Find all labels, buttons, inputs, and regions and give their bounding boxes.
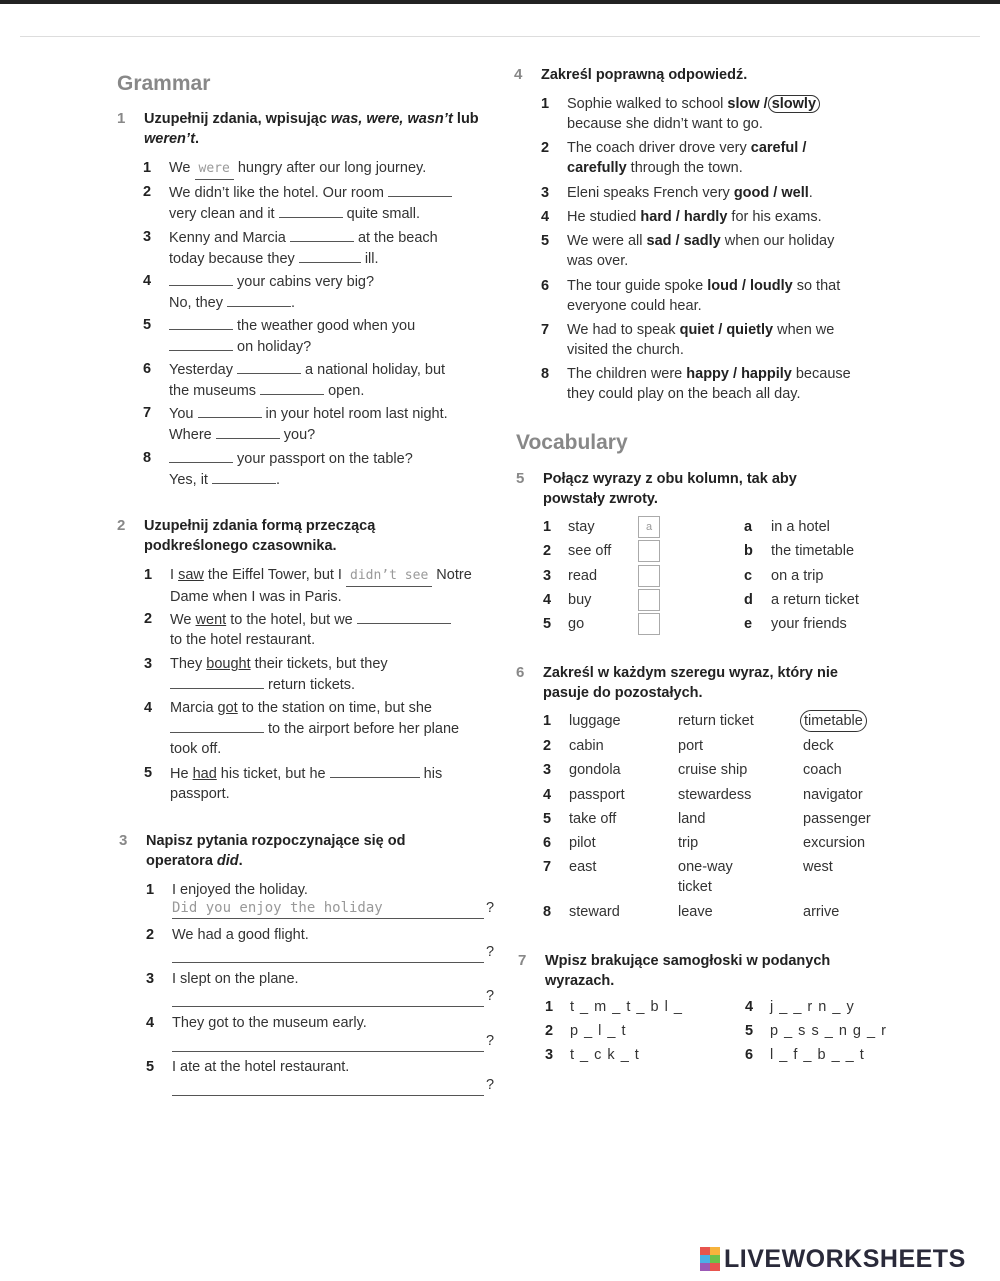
ex4-item	[541, 364, 907, 404]
option-word[interactable]: well	[781, 185, 809, 201]
gapped-word-input[interactable]: t _ c k _ t	[570, 1047, 640, 1063]
item-number: 1	[146, 882, 155, 898]
item-text: to the airport before her plane	[268, 721, 460, 737]
match-right-phrase: a return ticket	[771, 592, 859, 608]
item-text: to the station on time, but she	[237, 700, 432, 716]
item-number: 1	[543, 519, 552, 535]
gapped-word-input[interactable]: t _ m _ t _ b l _	[570, 999, 683, 1015]
word-option-circled[interactable]: timetable	[800, 710, 867, 732]
item-text: at the beach	[357, 230, 438, 246]
ex1-item	[143, 359, 499, 401]
prompt-sentence: I slept on the plane.	[172, 971, 299, 987]
answer-input[interactable]	[170, 718, 264, 733]
item-text: they could play on the beach all day.	[567, 386, 801, 402]
item-number: 3	[541, 185, 550, 201]
option-word[interactable]: good	[733, 185, 770, 201]
answer-input[interactable]	[290, 227, 354, 242]
item-text: I	[170, 567, 179, 583]
item-number: 4	[541, 209, 550, 225]
word-option[interactable]: steward	[569, 904, 620, 920]
word-option[interactable]: luggage	[569, 713, 621, 729]
item-number: 3	[143, 229, 152, 245]
underlined-verb: got	[217, 700, 238, 716]
option-word[interactable]: quietly	[726, 322, 774, 338]
item-text: Yes, it	[169, 472, 208, 488]
word-option[interactable]: stewardess	[678, 787, 752, 803]
option-separator: /	[737, 278, 750, 294]
option-word[interactable]: sad	[646, 233, 672, 249]
item-number: 8	[543, 904, 552, 920]
word-option-line: one-way	[678, 859, 733, 875]
item-text: everyone could hear.	[567, 298, 702, 314]
ex2-item	[144, 609, 510, 650]
ex1-title-part: lub	[452, 111, 479, 127]
ex1-title-italic: was, were, wasn’t	[330, 111, 453, 127]
option-word[interactable]: loud	[707, 278, 738, 294]
item-text: the weather good when you	[237, 318, 416, 334]
match-answer-box[interactable]	[638, 565, 660, 587]
ex2-item	[144, 763, 510, 804]
item-number: 1	[144, 567, 153, 583]
answer-input[interactable]	[216, 424, 280, 439]
ex2-instruction	[117, 516, 504, 556]
item-text: open.	[328, 383, 365, 399]
item-text: was over.	[567, 253, 629, 269]
word-option[interactable]: passenger	[803, 811, 871, 827]
ex5-instruction	[516, 469, 903, 509]
ex1-title-part: Uzupełnij zdania, wpisując	[144, 111, 331, 127]
word-option-line: ticket	[678, 879, 712, 895]
option-separator: /	[798, 140, 807, 156]
match-answer-box[interactable]	[638, 540, 660, 562]
item-number: 7	[543, 859, 552, 875]
item-text: very clean and it	[169, 206, 275, 222]
answer-input[interactable]: were	[195, 159, 234, 180]
item-text: Kenny and Marcia	[169, 230, 286, 246]
word-option[interactable]: deck	[803, 738, 834, 754]
item-number: 2	[541, 140, 550, 156]
ex7-number: 7	[518, 952, 527, 969]
match-left-word: see off	[568, 543, 612, 559]
match-letter: e	[744, 616, 753, 632]
option-separator: /	[671, 209, 684, 225]
ex1-item	[143, 182, 499, 224]
question-mark: ?	[486, 1077, 495, 1093]
item-number: 1	[143, 160, 152, 176]
item-number: 4	[543, 787, 552, 803]
word-option[interactable]: leave	[678, 904, 713, 920]
ex1-item	[143, 227, 499, 269]
ex4-item	[541, 231, 897, 271]
item-text: .	[276, 472, 281, 488]
item-text: We didn’t like the hotel. Our room	[169, 185, 384, 201]
item-text: today because they	[169, 251, 295, 267]
ex1-item	[143, 315, 499, 357]
answer-input[interactable]	[198, 403, 262, 418]
answer-input[interactable]	[169, 315, 233, 330]
answer-input[interactable]	[227, 292, 291, 307]
item-text: because	[791, 366, 851, 382]
ex3-item	[146, 880, 308, 900]
answer-input[interactable]	[299, 248, 361, 263]
liveworksheets-logo-icon	[700, 1247, 720, 1271]
answer-line[interactable]	[172, 1077, 484, 1096]
item-number: 5	[543, 811, 552, 827]
item-number: 1	[545, 999, 554, 1015]
option-word[interactable]: hardly	[683, 209, 728, 225]
option-separator: /	[671, 233, 684, 249]
word-option[interactable]: passport	[569, 787, 625, 803]
liveworksheets-logo[interactable]	[700, 1242, 966, 1276]
ex6-title-line: Zakreśl w każdym szeregu wyraz, który nie	[543, 665, 838, 681]
item-text: You	[169, 406, 194, 422]
gapped-word-input[interactable]: p _ l _ t	[570, 1023, 627, 1039]
ex3-item	[146, 969, 299, 989]
item-number: 4	[146, 1015, 155, 1031]
ex5-title-line: powstały zwroty.	[543, 491, 658, 507]
item-number: 6	[541, 278, 550, 294]
underlined-verb: had	[192, 766, 217, 782]
underlined-verb: saw	[178, 567, 204, 583]
item-text: return tickets.	[268, 677, 356, 693]
item-text: when we	[773, 322, 835, 338]
answer-input[interactable]	[169, 336, 233, 351]
answer-input[interactable]	[169, 448, 233, 463]
item-text: quite small.	[346, 206, 420, 222]
match-right-phrase: your friends	[771, 616, 847, 632]
match-left-word: go	[568, 616, 585, 632]
ex1-number: 1	[117, 110, 126, 127]
ex4-item	[541, 276, 897, 316]
item-text: to the hotel, but we	[226, 612, 353, 628]
ex3-item	[146, 1013, 367, 1033]
item-text: Dame when I was in Paris.	[170, 589, 342, 605]
item-text: passport.	[170, 786, 230, 802]
answer-line[interactable]: Did you enjoy the holiday	[172, 900, 484, 919]
option-word[interactable]: careful	[750, 140, 799, 156]
prompt-sentence: I enjoyed the holiday.	[172, 882, 308, 898]
item-number: 5	[146, 1059, 155, 1075]
item-number: 3	[543, 762, 552, 778]
item-text: to the hotel restaurant.	[170, 632, 316, 648]
item-text: visited the church.	[567, 342, 684, 358]
ex4-item	[541, 94, 897, 134]
item-text: We were all	[567, 233, 647, 249]
option-word[interactable]: loudly	[749, 278, 793, 294]
item-number: 5	[144, 765, 153, 781]
item-text: when our holiday	[720, 233, 835, 249]
liveworksheets-brand: LIVEWORKSHEETS	[724, 1244, 966, 1273]
vocabulary-heading: Vocabulary	[516, 431, 628, 454]
word-option[interactable]: take off	[569, 811, 617, 827]
word-option[interactable]: cruise ship	[678, 762, 748, 778]
item-text: The children were	[567, 366, 687, 382]
item-number: 8	[541, 366, 550, 382]
option-word[interactable]: carefully	[567, 160, 627, 176]
item-number: 2	[144, 611, 153, 627]
ex7-instruction	[518, 951, 925, 991]
word-option[interactable]: excursion	[803, 835, 866, 851]
ex3-title-italic: did	[216, 853, 239, 869]
prompt-sentence: They got to the museum early.	[172, 1015, 367, 1031]
item-number: 5	[745, 1023, 754, 1039]
answer-input[interactable]	[170, 674, 264, 689]
item-number: 2	[543, 543, 552, 559]
gapped-word-input[interactable]: j _ _ r n _ y	[770, 999, 855, 1015]
item-text: He	[170, 766, 193, 782]
item-text: We had to speak	[567, 322, 680, 338]
match-right-phrase: in a hotel	[771, 519, 830, 535]
ex3-item	[146, 925, 309, 945]
answer-input[interactable]	[212, 469, 276, 484]
item-number: 4	[543, 592, 552, 608]
answer-input[interactable]	[260, 380, 324, 395]
ex1-instruction	[117, 109, 504, 149]
ex5-number: 5	[516, 470, 525, 487]
word-option[interactable]: return ticket	[678, 713, 754, 729]
ex2-number: 2	[117, 517, 126, 534]
item-number: 3	[146, 971, 155, 987]
ex2-title-line: podkreślonego czasownika.	[144, 538, 337, 554]
item-text: his	[423, 766, 443, 782]
item-text: We	[169, 160, 195, 176]
ex6-number: 6	[516, 664, 525, 681]
word-option[interactable]: east	[569, 859, 597, 875]
question-mark: ?	[486, 944, 495, 960]
item-text: took off.	[170, 741, 222, 757]
match-left-word: stay	[568, 519, 595, 535]
item-number: 6	[143, 361, 152, 377]
answer-input[interactable]	[169, 271, 233, 286]
word-option[interactable]: cabin	[569, 738, 604, 754]
item-text: Marcia	[170, 700, 218, 716]
underlined-verb: went	[195, 612, 227, 628]
match-left-word: read	[568, 568, 598, 584]
item-text: The tour guide spoke	[567, 278, 708, 294]
scan-top-border	[0, 0, 1000, 4]
match-right-phrase: the timetable	[771, 543, 855, 559]
question-mark: ?	[486, 900, 495, 916]
item-text: No, they	[169, 295, 223, 311]
item-text: their tickets, but they	[250, 656, 388, 672]
ex3-number: 3	[119, 832, 128, 849]
word-option[interactable]: gondola	[569, 762, 621, 778]
word-option[interactable]: port	[678, 738, 703, 754]
item-number: 2	[143, 184, 152, 200]
item-number: 4	[143, 273, 152, 289]
item-number: 3	[144, 656, 153, 672]
item-text: Eleni speaks French very	[567, 185, 734, 201]
item-number: 7	[143, 405, 152, 421]
item-text: through the town.	[626, 160, 743, 176]
option-word[interactable]: happily	[741, 366, 792, 382]
item-text: Notre	[432, 567, 472, 583]
word-option[interactable]: arrive	[803, 904, 840, 920]
item-number: 7	[541, 322, 550, 338]
option-word[interactable]: sadly	[683, 233, 721, 249]
ex7-title-line: Wpisz brakujące samogłoski w podanych	[545, 953, 831, 969]
ex7-title-line: wyrazach.	[545, 973, 615, 989]
ex5-title-line: Połącz wyrazy z obu kolumn, tak aby	[543, 471, 797, 487]
match-letter: c	[744, 568, 753, 584]
answer-input[interactable]	[279, 203, 343, 218]
item-number: 5	[143, 317, 152, 333]
item-text: ill.	[364, 251, 379, 267]
ex4-instruction	[514, 65, 941, 85]
word-option[interactable]: coach	[803, 762, 842, 778]
item-number: 2	[146, 927, 155, 943]
item-text: .	[808, 185, 813, 201]
ex1-item	[143, 403, 499, 445]
answer-line[interactable]	[172, 1033, 484, 1052]
ex4-item	[541, 183, 897, 203]
option-word[interactable]: happy	[686, 366, 729, 382]
ex1-title-part: .	[195, 131, 200, 147]
item-number: 1	[543, 713, 552, 729]
ex2-item	[144, 698, 510, 759]
item-text: Where	[169, 427, 212, 443]
option-word[interactable]: hard	[640, 209, 672, 225]
underlined-verb: bought	[206, 656, 251, 672]
gapped-word-input[interactable]: l _ f _ b _ _ t	[770, 1047, 865, 1063]
item-number: 4	[144, 700, 153, 716]
item-number: 3	[545, 1047, 554, 1063]
item-number: 1	[541, 96, 550, 112]
prompt-sentence: I ate at the hotel restaurant.	[172, 1059, 350, 1075]
ex4-item	[541, 207, 897, 227]
item-text: the museums	[169, 383, 257, 399]
item-text: hungry after our long journey.	[233, 160, 427, 176]
match-letter: a	[744, 519, 753, 535]
item-text: Sophie walked to school	[567, 96, 728, 112]
question-mark: ?	[486, 1033, 495, 1049]
word-option[interactable]: land	[678, 811, 706, 827]
ex1-title-italic: weren’t	[144, 131, 196, 147]
item-number: 6	[745, 1047, 754, 1063]
item-text: The coach driver drove very	[567, 140, 751, 156]
item-text: on holiday?	[237, 339, 312, 355]
ex4-number: 4	[514, 66, 523, 83]
item-text: They	[170, 656, 207, 672]
item-text: He studied	[567, 209, 641, 225]
ex4-item	[541, 138, 897, 178]
answer-input[interactable]	[237, 359, 301, 374]
item-text: the Eiffel Tower, but I	[203, 567, 346, 583]
ex4-item	[541, 320, 897, 360]
ex1-item	[143, 271, 499, 313]
match-letter: d	[744, 592, 753, 608]
item-text: your cabins very big?	[237, 274, 375, 290]
item-number: 5	[543, 616, 552, 632]
match-left-word: buy	[568, 592, 592, 608]
item-text: We	[170, 612, 196, 628]
ex2-item	[144, 565, 510, 607]
item-text: so that	[792, 278, 841, 294]
ex3-item	[146, 1057, 350, 1077]
match-answer-box[interactable]	[638, 613, 660, 635]
match-answer-box[interactable]	[638, 589, 660, 611]
item-number: 4	[745, 999, 754, 1015]
answer-input[interactable]	[357, 609, 451, 624]
answer-line[interactable]	[172, 944, 484, 963]
ex2-title-line: Uzupełnij zdania formą przeczącą	[144, 518, 376, 534]
ex1-item	[143, 448, 499, 490]
ex3-title-part: .	[238, 853, 243, 869]
word-option[interactable]: pilot	[569, 835, 596, 851]
item-text: .	[291, 295, 296, 311]
item-text: in your hotel room last night.	[265, 406, 448, 422]
prompt-sentence: We had a good flight.	[172, 927, 309, 943]
ex1-item	[143, 158, 499, 180]
ex3-instruction	[119, 831, 506, 871]
item-text: Yesterday	[169, 362, 233, 378]
item-text: you?	[283, 427, 316, 443]
word-option[interactable]: west	[803, 859, 833, 875]
answer-input[interactable]	[388, 182, 452, 197]
match-right-phrase: on a trip	[771, 568, 824, 584]
item-number: 3	[543, 568, 552, 584]
item-text: because she didn’t want to go.	[567, 116, 763, 132]
scan-rule	[20, 36, 980, 37]
ex6-instruction	[516, 663, 923, 703]
option-word[interactable]: slow	[727, 96, 760, 112]
ex2-item	[144, 654, 510, 695]
answer-input[interactable]	[330, 763, 420, 778]
item-number: 2	[543, 738, 552, 754]
word-option[interactable]: trip	[678, 835, 699, 851]
item-number: 8	[143, 450, 152, 466]
grammar-heading: Grammar	[117, 72, 211, 95]
item-text: a national holiday, but	[305, 362, 446, 378]
item-number: 2	[545, 1023, 554, 1039]
item-text: for his exams.	[727, 209, 822, 225]
item-number: 5	[541, 233, 550, 249]
ex6-title-line: pasuje do pozostałych.	[543, 685, 703, 701]
item-text: his ticket, but he	[216, 766, 326, 782]
option-word-circled[interactable]: slowly	[768, 95, 820, 113]
ex3-title-part: operatora	[146, 853, 217, 869]
option-separator: /	[769, 185, 782, 201]
item-number: 6	[543, 835, 552, 851]
word-option[interactable]: navigator	[803, 787, 863, 803]
question-mark: ?	[486, 988, 495, 1004]
ex3-title-line: Napisz pytania rozpoczynające się od	[146, 833, 406, 849]
option-separator: /	[759, 96, 768, 112]
ex4-title: Zakreśl poprawną odpowiedź.	[541, 67, 748, 83]
match-letter: b	[744, 543, 753, 559]
answer-input[interactable]: didn’t see	[346, 566, 432, 587]
item-text: your passport on the table?	[237, 451, 413, 467]
gapped-word-input[interactable]: p _ s s _ n g _ r	[770, 1023, 887, 1039]
match-answer-box[interactable]: a	[638, 516, 660, 538]
option-word[interactable]: quiet	[679, 322, 715, 338]
word-option[interactable]	[678, 857, 733, 897]
option-separator: /	[714, 322, 727, 338]
answer-line[interactable]	[172, 988, 484, 1007]
option-separator: /	[728, 366, 742, 382]
